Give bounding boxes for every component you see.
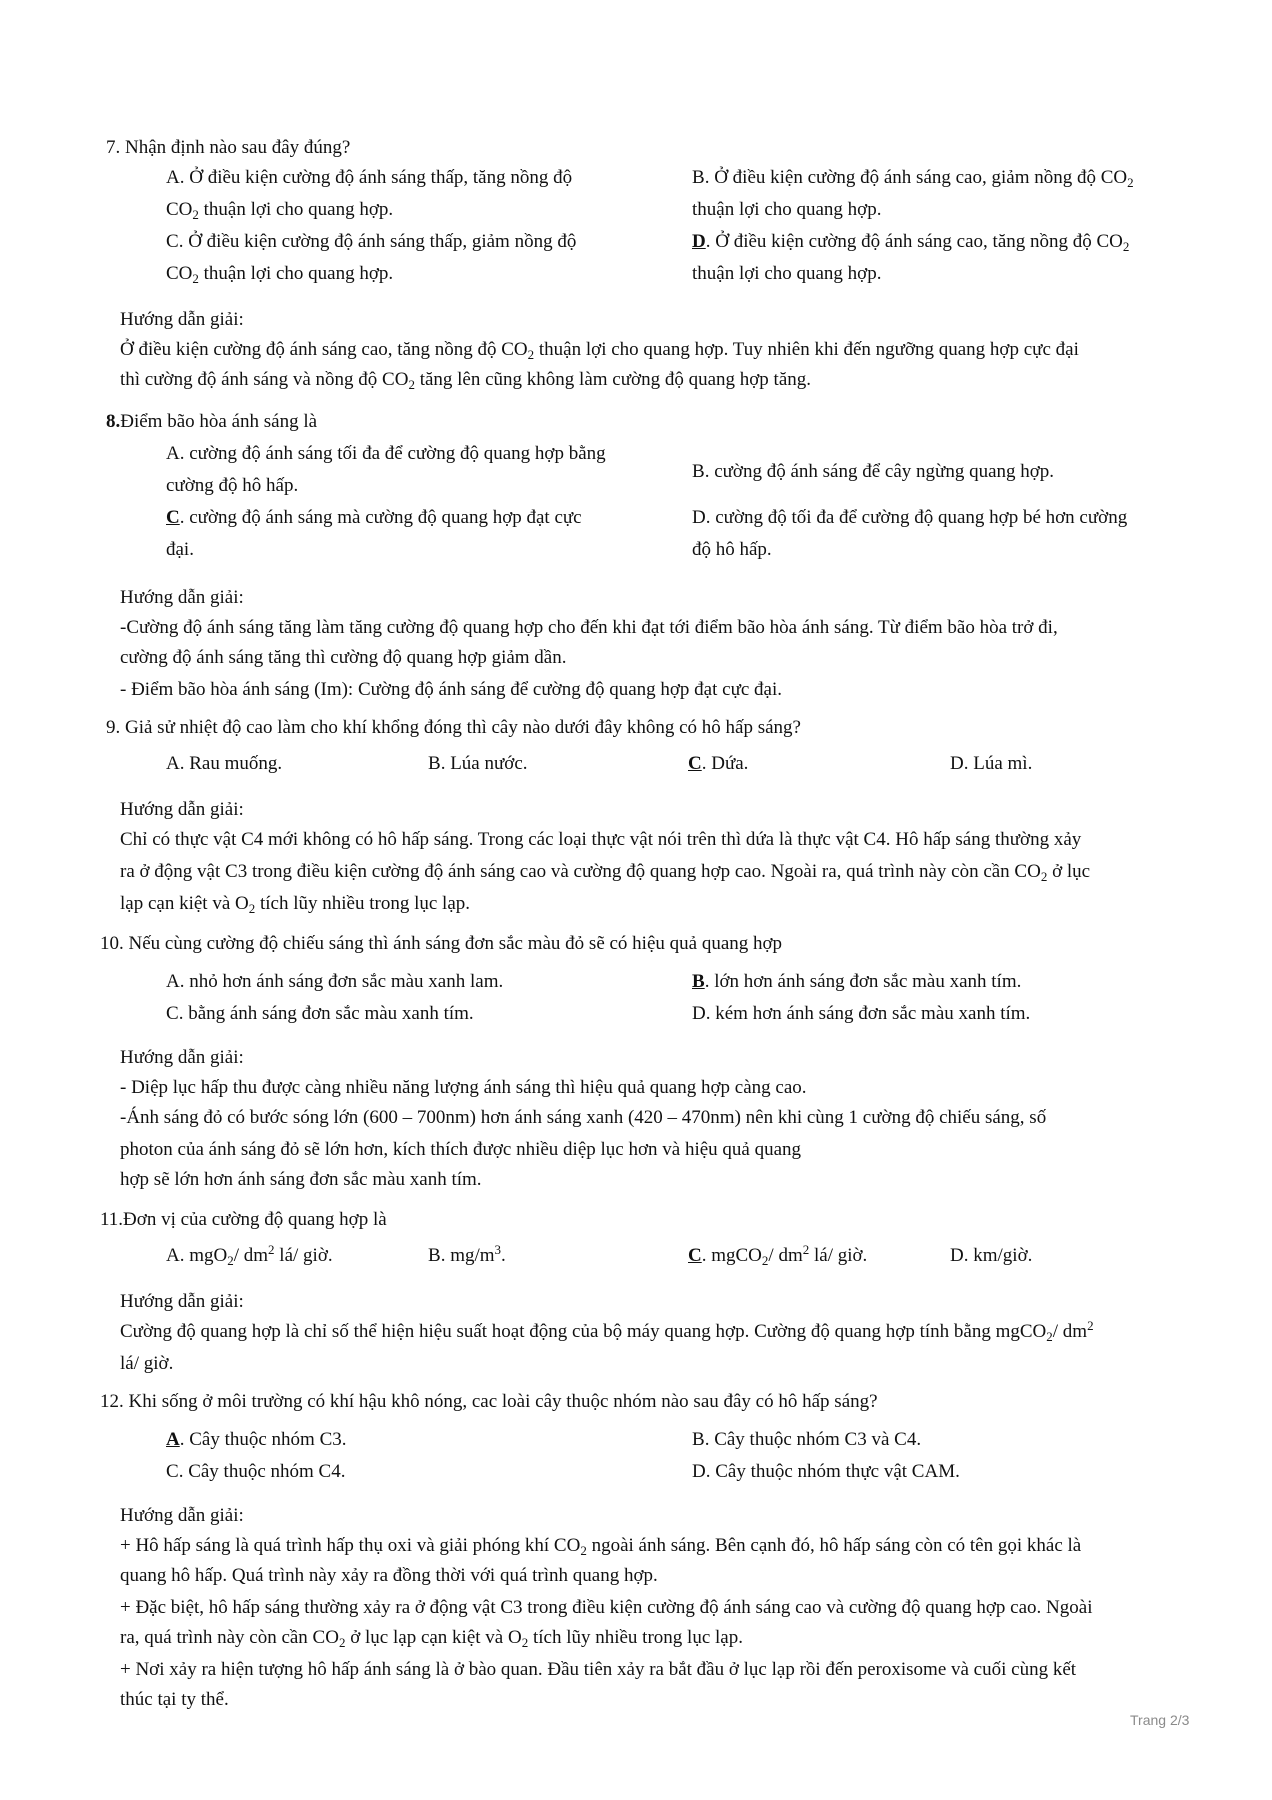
- option-c-correct: C. cường độ ánh sáng mà cường độ quang hợp đạt cực: [166, 507, 582, 528]
- guide-line: -Cường độ ánh sáng tăng làm tăng cường độ quang hợp cho đến khi đạt tới điểm bão hòa ánh sáng. Từ điểm bão hòa trở đi,: [120, 617, 1058, 638]
- option-d: D. Cây thuộc nhóm thực vật CAM.: [692, 1461, 960, 1482]
- guide-line: cường độ ánh sáng tăng thì cường độ quang hợp giảm dần.: [120, 647, 567, 668]
- guide-line: hợp sẽ lớn hơn ánh sáng đơn sắc màu xanh tím.: [120, 1169, 482, 1190]
- guide-line: - Điểm bão hòa ánh sáng (Im): Cường độ ánh sáng để cường độ quang hợp đạt cực đại.: [120, 679, 783, 700]
- question-stem: 7. Nhận định nào sau đây đúng?: [106, 137, 351, 158]
- answer-key: C: [688, 753, 702, 774]
- guide-line: thì cường độ ánh sáng và nồng độ $CO_2$ tăng lên cũng không làm cường độ quang hợp tăng.: [120, 369, 812, 392]
- guide-line: ra ở động vật C3 trong điều kiện cường độ ánh sáng cao và cường độ quang hợp cao. Ngoài ra, quá trình này còn cần $CO_2$ ở lục: [120, 861, 1091, 884]
- option-a-cont: $CO_2$ thuận lợi cho quang hợp.: [166, 199, 394, 222]
- option-c-cont: $CO_2$ thuận lợi cho quang hợp.: [166, 263, 394, 286]
- guide-heading: Hướng dẫn giải:: [120, 1291, 244, 1312]
- option-d-cont: thuận lợi cho quang hợp.: [692, 263, 882, 284]
- guide-heading: Hướng dẫn giải:: [120, 309, 244, 330]
- question-number: 12.: [100, 1391, 124, 1412]
- option-c: C. bằng ánh sáng đơn sắc màu xanh tím.: [166, 1003, 474, 1024]
- guide-line: quang hô hấp. Quá trình này xảy ra đồng thời với quá trình quang hợp.: [120, 1565, 658, 1586]
- option-b: B. Lúa nước.: [428, 753, 528, 774]
- guide-line: thúc tại ty thể.: [120, 1689, 229, 1710]
- option-d: D. cường độ tối đa để cường độ quang hợp bé hơn cường: [692, 507, 1128, 528]
- guide-heading: Hướng dẫn giải:: [120, 1505, 244, 1526]
- question-number: 7.: [106, 137, 121, 158]
- option-c-correct: C. Dứa.: [688, 753, 749, 774]
- guide-line: + Nơi xảy ra hiện tượng hô hấp ánh sáng là ở bào quan. Đầu tiên xảy ra bắt đầu ở lục lạp rồi đến peroxisome và cuối cùng kết: [120, 1659, 1077, 1680]
- guide-line: lá/ giờ.: [120, 1353, 174, 1374]
- option-d: D. Lúa mì.: [950, 753, 1033, 774]
- question-number: 9.: [106, 717, 121, 738]
- guide-heading: Hướng dẫn giải:: [120, 587, 244, 608]
- answer-key: B: [692, 971, 705, 992]
- guide-line: lạp cạn kiệt và $O_2$ tích lũy nhiều trong lục lạp.: [120, 893, 470, 916]
- question-stem: 12. Khi sống ở môi trường có khí hậu khô nóng, cac loài cây thuộc nhóm nào sau đây có hô hấp sáng?: [100, 1391, 878, 1412]
- option-b: B. Ở điều kiện cường độ ánh sáng cao, giảm nồng độ $CO_2$: [692, 167, 1134, 190]
- answer-key: C: [688, 1245, 702, 1266]
- guide-line: Cường độ quang hợp là chỉ số thể hiện hiệu suất hoạt động của bộ máy quang hợp. Cường độ quang hợp tính bằng mgCO$_2$/ $dm^2$: [120, 1318, 1094, 1344]
- option-a: A. mgO$_2$/ $dm^2$ lá/ giờ.: [166, 1242, 333, 1268]
- page-number: Trang 2/3: [1130, 1712, 1190, 1728]
- guide-heading: Hướng dẫn giải:: [120, 799, 244, 820]
- answer-key: A: [166, 1429, 180, 1450]
- guide-heading: Hướng dẫn giải:: [120, 1047, 244, 1068]
- option-d-correct: D. Ở điều kiện cường độ ánh sáng cao, tăng nồng độ $CO_2$: [692, 231, 1130, 254]
- option-a-correct: A. Cây thuộc nhóm C3.: [166, 1429, 347, 1450]
- guide-line: ra, quá trình này còn cần $CO_2$ ở lục lạp cạn kiệt và $O_2$ tích lũy nhiều trong lục lạp.: [120, 1627, 743, 1650]
- option-c: C. Cây thuộc nhóm C4.: [166, 1461, 346, 1482]
- option-d: D. km/giờ.: [950, 1245, 1033, 1266]
- option-b: B. $mg/m^3$.: [428, 1242, 506, 1266]
- option-d: D. kém hơn ánh sáng đơn sắc màu xanh tím.: [692, 1003, 1031, 1024]
- guide-line: Ở điều kiện cường độ ánh sáng cao, tăng nồng độ $CO_2$ thuận lợi cho quang hợp. Tuy nhiên khi đến ngưỡng quang hợp cực đại: [120, 339, 1079, 362]
- option-a: A. Rau muống.: [166, 753, 283, 774]
- option-a: A. Ở điều kiện cường độ ánh sáng thấp, tăng nồng độ: [166, 167, 573, 188]
- option-b-cont: thuận lợi cho quang hợp.: [692, 199, 882, 220]
- question-stem: 9. Giả sử nhiệt độ cao làm cho khí khổng đóng thì cây nào dưới đây không có hô hấp sáng?: [106, 717, 801, 738]
- guide-line: + Hô hấp sáng là quá trình hấp thụ oxi và giải phóng khí $CO_2$ ngoài ánh sáng. Bên cạnh đó, hô hấp sáng còn có tên gọi khác là: [120, 1535, 1082, 1558]
- option-c-correct: C. mgCO$_2$/ $dm^2$ lá/ giờ.: [688, 1242, 868, 1268]
- option-b: B. Cây thuộc nhóm C3 và C4.: [692, 1429, 922, 1450]
- option-a-cont: cường độ hô hấp.: [166, 475, 299, 496]
- question-number: 8.: [106, 411, 121, 432]
- question-stem: 8.Điểm bão hòa ánh sáng là: [106, 411, 318, 432]
- question-number: 11.: [100, 1209, 124, 1230]
- answer-key: C: [166, 507, 180, 528]
- option-c-cont: đại.: [166, 539, 194, 560]
- guide-line: Chỉ có thực vật C4 mới không có hô hấp sáng. Trong các loại thực vật nói trên thì dứa là thực vật C4. Hô hấp sáng thường xảy: [120, 829, 1082, 850]
- option-b-correct: B. lớn hơn ánh sáng đơn sắc màu xanh tím.: [692, 971, 1022, 992]
- option-d-cont: độ hô hấp.: [692, 539, 772, 560]
- answer-key: D: [692, 231, 706, 252]
- option-a: A. cường độ ánh sáng tối đa để cường độ quang hợp bằng: [166, 443, 606, 464]
- guide-line: photon của ánh sáng đỏ sẽ lớn hơn, kích thích được nhiều diệp lục hơn và hiệu quả quang: [120, 1139, 802, 1160]
- question-stem: 10. Nếu cùng cường độ chiếu sáng thì ánh sáng đơn sắc màu đỏ sẽ có hiệu quả quang hợp: [100, 933, 783, 954]
- question-number: 10.: [100, 933, 124, 954]
- option-b: B. cường độ ánh sáng để cây ngừng quang hợp.: [692, 461, 1055, 482]
- guide-line: - Diệp lục hấp thu được càng nhiều năng lượng ánh sáng thì hiệu quả quang hợp càng cao.: [120, 1077, 807, 1098]
- option-c: C. Ở điều kiện cường độ ánh sáng thấp, giảm nồng độ: [166, 231, 577, 252]
- guide-line: -Ánh sáng đỏ có bước sóng lớn (600 – 700nm) hơn ánh sáng xanh (420 – 470nm) nên khi cùng 1 cường độ chiếu sáng, số: [120, 1107, 1047, 1128]
- option-a: A. nhỏ hơn ánh sáng đơn sắc màu xanh lam.: [166, 971, 504, 992]
- question-stem: 11.Đơn vị của cường độ quang hợp là: [100, 1209, 387, 1230]
- guide-line: + Đặc biệt, hô hấp sáng thường xảy ra ở động vật C3 trong điều kiện cường độ ánh sáng cao và cường độ quang hợp cao. Ngoài: [120, 1597, 1093, 1618]
